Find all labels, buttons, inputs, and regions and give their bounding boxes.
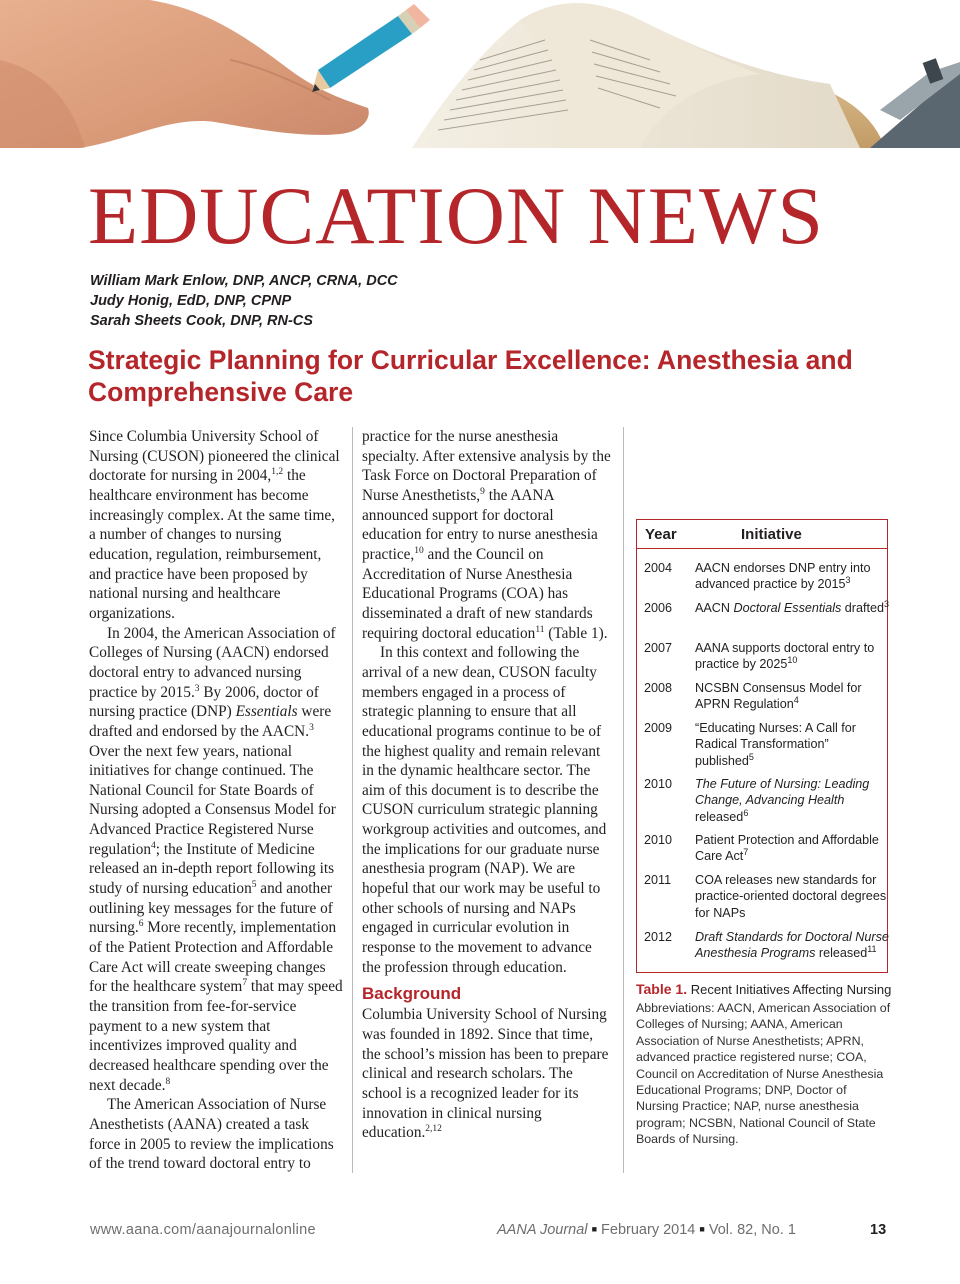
body-paragraph xyxy=(362,643,612,977)
text-run: that may speed the transition from fee-for-service payment to a new system that incentivizes improved quality and decreased healthcare spending over the next decade. xyxy=(89,978,343,1094)
text-run: The American Association of Nurse Anesthetists (AANA) created a task force in 2005 to review the implications of the trend toward doctoral entry to xyxy=(89,1096,334,1173)
citation-superscript: 5 xyxy=(748,751,754,762)
section-title: EDUCATION NEWS xyxy=(88,170,824,261)
hand-writing-book-illustration xyxy=(0,0,960,148)
citation-superscript: 6 xyxy=(743,807,749,818)
italic-text: Essentials xyxy=(235,703,298,721)
article-title: Strategic Planning for Curricular Excellence: Anesthesia and Comprehensive Care xyxy=(88,345,853,407)
table-row xyxy=(637,720,887,774)
table-cell-year: 2011 xyxy=(644,873,672,887)
citation-superscript: 7 xyxy=(743,847,749,858)
table-cell-year: 2007 xyxy=(644,641,673,655)
body-paragraph xyxy=(89,427,344,624)
citation-superscript: 3 xyxy=(309,722,314,733)
volume-issue: Vol. 82, No. 1 xyxy=(708,1222,796,1238)
citation-superscript: 3 xyxy=(884,599,890,609)
issue-date: February 2014 xyxy=(601,1222,696,1238)
text-run: COA releases new standards for practice-oriented doctoral degrees for NAPs xyxy=(695,873,887,920)
table-row xyxy=(637,599,890,638)
text-run: By 2006, doctor of nursing practice (DNP) xyxy=(89,683,319,721)
table-cell-initiative xyxy=(695,832,891,865)
author-name: William Mark Enlow, DNP, ANCP, CRNA, DCC xyxy=(90,273,398,289)
text-run: AACN endorses DNP entry into advanced practice by 2015 xyxy=(695,561,871,592)
table-cell-year: 2009 xyxy=(644,721,673,735)
text-run: In this context and following the arrival of a new dean, CUSON faculty members engaged in a process of strategic planning to ensure that all educational programs continue to be of the highest quality and remain relevant in the dynamic healthcare sector. The aim of this document is to describe the CUSON curriculum strategic planning workgroup activities and outcomes, and the implications for our graduate nurse anesthesia program (NAP). We are hopeful that our work may be useful to other schools of nursing and NAPs engaged in curricular evolution in response to the movement to advance the profession through education. xyxy=(362,644,607,976)
caption-title xyxy=(636,980,892,999)
text-run: ; the Institute of Medicine released an in-depth report following its study of nursing education xyxy=(89,840,335,898)
citation-superscript: 5 xyxy=(251,880,257,891)
citation-superscript: 10 xyxy=(414,545,424,556)
text-run: and another outlining key messages for the future of nursing. xyxy=(89,880,333,937)
table-cell-initiative xyxy=(695,560,891,593)
table-header-row xyxy=(637,520,887,549)
italic-text: Draft Standards for Doctoral Nurse Anesthesia Programs xyxy=(695,930,889,961)
citation-superscript: 10 xyxy=(787,655,798,666)
citation-superscript: 3 xyxy=(194,683,200,694)
table-row xyxy=(637,929,887,983)
table-cell-initiative xyxy=(695,720,891,769)
text-run: More recently, implementation of the Patient Protection and Affordable Care Act will create sweeping changes for the healthcare system xyxy=(89,919,337,996)
author-list xyxy=(90,271,690,331)
header-illustration xyxy=(0,0,960,148)
body-column-1 xyxy=(89,427,344,1174)
body-paragraph xyxy=(362,1005,612,1143)
text-run: released xyxy=(695,809,744,824)
separator-square-icon: ■ xyxy=(591,1224,598,1234)
italic-text: The Future of Nursing: Leading Change, Advancing Health xyxy=(695,777,870,808)
table-header-initiative: Initiative xyxy=(741,526,802,543)
table-cell-initiative xyxy=(695,872,891,921)
table-cell-year: 2010 xyxy=(644,833,673,847)
table-row xyxy=(637,872,887,926)
background-heading: Background xyxy=(362,984,462,1004)
citation-superscript: 8 xyxy=(165,1076,171,1087)
citation-superscript: 4 xyxy=(793,695,799,706)
separator-square-icon: ■ xyxy=(699,1224,705,1234)
journal-name: AANA Journal xyxy=(497,1222,588,1238)
open-book-icon xyxy=(412,3,885,148)
citation-superscript: 4 xyxy=(151,840,156,851)
table-caption xyxy=(636,980,892,1148)
text-run: In 2004, the American Association of Colleges of Nursing (AACN) endorsed doctoral entry to advanced nursing practice by 2015. xyxy=(89,624,336,701)
pencil-icon xyxy=(312,4,430,92)
text-run: (Table 1). xyxy=(544,624,608,642)
citation-superscript: 11 xyxy=(867,944,877,955)
table-abbreviations: Abbreviations: AACN, American Association of Colleges of Nursing; AANA, American Association of Nurse Anesthetists; APRN, advanced practice registered nurse; COA, Council on Accreditation of Nurse Anesthesia Educational Programs; DNP, Doctor of Nursing Practice; NAP, nurse anesthesia program; NCSBN, National Council of State Boards of Nursing. xyxy=(636,1001,891,1147)
citation-superscript: 3 xyxy=(845,575,851,586)
text-run: practice for the nurse anesthesia specialty. After extensive analysis by the Task Force on Doctoral Preparation of Nurse Anesthetists, xyxy=(362,428,611,504)
text-run: were drafted and endorsed by the AACN. xyxy=(89,703,332,740)
table-cell-year: 2006 xyxy=(644,601,673,615)
table-cell-year: 2010 xyxy=(644,777,673,791)
body-column-2 xyxy=(362,427,612,1143)
column-divider xyxy=(623,427,624,1173)
text-run: “Educating Nurses: A Call for Radical Transformation” published xyxy=(695,721,856,768)
citation-superscript: 11 xyxy=(535,624,545,635)
initiatives-table xyxy=(636,519,888,973)
table-cell-initiative xyxy=(695,680,891,713)
column-divider xyxy=(352,427,353,1173)
table-cell-year: 2004 xyxy=(644,561,673,575)
clipboard-icon xyxy=(870,58,960,148)
text-run: the AANA announced support for doctoral education for entry to nurse anesthesia practice, xyxy=(362,486,598,563)
text-run: Patient Protection and Affordable Care Act xyxy=(695,833,879,864)
text-run: the healthcare environment has become increasingly complex. At the same time, a number of changes to nursing education, regulation, reimbursement, and practice have been proposed by national nursing and healthcare organizations. xyxy=(89,467,335,622)
table-cell-year: 2012 xyxy=(644,930,673,944)
citation-superscript: 7 xyxy=(242,978,248,989)
citation-superscript: 2,12 xyxy=(425,1124,442,1135)
table-cell-initiative xyxy=(695,929,891,962)
text-run: AANA supports doctoral entry to practice by 2025 xyxy=(695,641,875,672)
table-cell-initiative xyxy=(695,600,891,616)
italic-text: Doctoral Essentials xyxy=(733,601,842,615)
body-paragraph xyxy=(89,1095,344,1174)
body-paragraph xyxy=(362,427,612,643)
table-row xyxy=(637,680,887,718)
text-run: Columbia University School of Nursing was founded in 1892. Since that time, the school’s mission has been to prepare clinical and research scholars. The school is a recognized leader for its innovation in clinical nursing education. xyxy=(362,1006,609,1142)
text-run: and the Council on Accreditation of Nurse Anesthesia Educational Programs (COA) has disseminated a draft of new standards requiring doctoral education xyxy=(362,545,593,642)
table-row xyxy=(637,776,887,830)
table-header-year: Year xyxy=(645,526,677,543)
footer-url[interactable]: www.aana.com/aanajournalonline xyxy=(90,1222,316,1238)
text-run: released xyxy=(815,946,868,961)
citation-superscript: 1,2 xyxy=(271,467,284,478)
table-row xyxy=(637,832,887,870)
text-run: Since Columbia University School of Nursing (CUSON) pioneered the clinical doctorate for nursing in 2004, xyxy=(89,428,340,485)
author-name: Sarah Sheets Cook, DNP, RN-CS xyxy=(90,313,313,329)
body-paragraph xyxy=(89,624,344,1096)
table-row xyxy=(637,560,887,598)
table-cell-year: 2008 xyxy=(644,681,673,695)
caption-text: Recent Initiatives Affecting Nursing xyxy=(690,982,892,997)
table-cell-initiative xyxy=(695,640,891,673)
text-run: drafted xyxy=(841,601,885,615)
text-run: NCSBN Consensus Model for APRN Regulation xyxy=(695,681,862,712)
footer-journal-info xyxy=(497,1222,796,1238)
citation-superscript: 9 xyxy=(480,486,485,497)
table-cell-initiative xyxy=(695,776,891,825)
text-run: AACN xyxy=(695,601,734,615)
citation-superscript: 6 xyxy=(138,919,144,930)
text-run: Over the next few years, national initiatives for change continued. The National Council for State Boards of Nursing adopted a Consensus Model for Advanced Practice Registered Nurse regulation xyxy=(89,742,336,858)
table-row xyxy=(637,640,887,678)
caption-label: Table 1. xyxy=(636,981,688,997)
author-name: Judy Honig, EdD, DNP, CPNP xyxy=(90,293,292,309)
page-number: 13 xyxy=(870,1222,887,1238)
